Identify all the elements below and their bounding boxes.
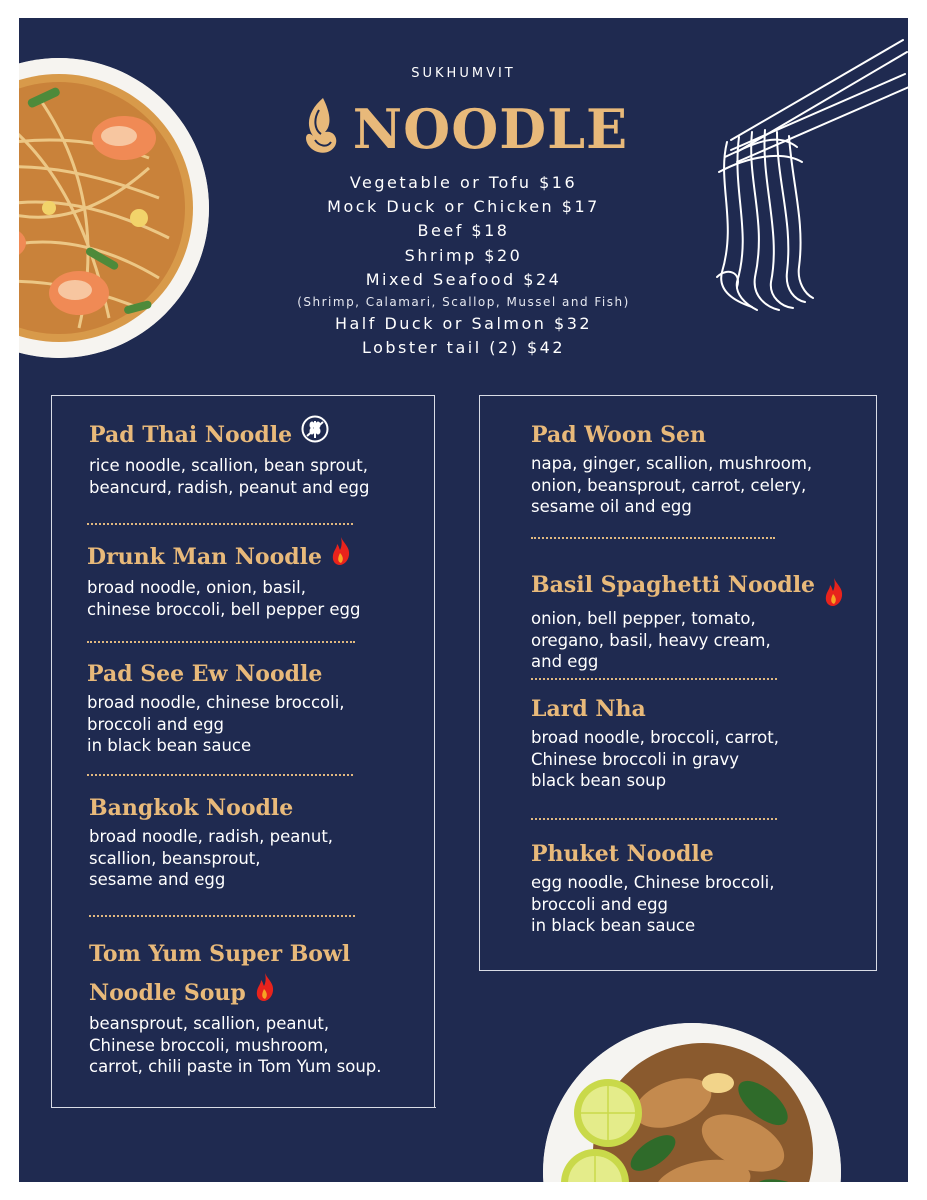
thai-ornament-icon xyxy=(299,96,339,162)
menu-item xyxy=(531,417,812,518)
menu-item xyxy=(531,691,779,792)
price-note: (Shrimp, Calamari, Scallop, Mussel and Fish) xyxy=(297,295,630,310)
left-box-top-border xyxy=(51,395,435,396)
menu-item xyxy=(87,656,345,757)
price-line: Shrimp $20 xyxy=(404,245,523,265)
item-name xyxy=(89,790,333,826)
spicy-icon xyxy=(330,536,352,577)
item-title: Basil Spaghetti Noodle xyxy=(531,571,816,598)
menu-page xyxy=(19,18,908,1182)
item-name xyxy=(531,836,775,872)
menu-item xyxy=(531,551,845,673)
item-description: beansprout, scallion, peanut, Chinese broccoli, mushroom, carrot, chili paste in Tom Yum soup. xyxy=(89,1014,382,1076)
divider xyxy=(87,523,353,525)
divider xyxy=(87,641,355,643)
divider xyxy=(531,537,775,539)
item-description: broad noodle, radish, peanut, scallion, beansprout, sesame and egg xyxy=(89,827,334,889)
divider xyxy=(89,915,355,917)
menu-item xyxy=(87,536,361,620)
gluten-free-icon xyxy=(300,414,330,455)
price-list xyxy=(19,171,908,360)
price-line: Mock Duck or Chicken $17 xyxy=(327,197,600,217)
item-description: broad noodle, chinese broccoli, broccoli and egg in black bean sauce xyxy=(87,693,345,755)
menu-item xyxy=(531,836,775,937)
price-line: Vegetable or Tofu $16 xyxy=(349,173,578,192)
item-name xyxy=(531,417,812,453)
item-title: Phuket Noodle xyxy=(531,841,714,867)
item-name xyxy=(89,972,382,1013)
menu-item xyxy=(89,790,333,891)
page-title: NOODLE xyxy=(352,97,629,161)
item-description: broad noodle, onion, basil, chinese broccoli, bell pepper egg xyxy=(87,578,361,619)
item-description: onion, bell pepper, tomato, oregano, basil, heavy cream, and egg xyxy=(531,609,771,671)
item-description: broad noodle, broccoli, carrot, Chinese broccoli in gravy black bean soup xyxy=(531,728,779,790)
divider xyxy=(531,678,777,680)
item-name xyxy=(89,936,382,972)
item-name xyxy=(87,536,361,577)
price-line: Lobster tail (2) $42 xyxy=(361,338,566,358)
price-line: Half Duck or Salmon $32 xyxy=(334,314,593,334)
item-title: Noodle Soup xyxy=(89,979,246,1006)
price-line: Mixed Seafood $24 xyxy=(365,269,562,289)
item-title: Drunk Man Noodle xyxy=(87,543,323,570)
menu-item xyxy=(89,414,369,498)
item-description: napa, ginger, scallion, mushroom, onion, beansprout, carrot, celery, sesame oil and egg xyxy=(531,454,813,516)
item-description: rice noodle, scallion, bean sprout, beancurd, radish, peanut and egg xyxy=(89,456,370,497)
restaurant-brand: SUKHUMVIT xyxy=(411,66,516,81)
item-name xyxy=(89,414,369,455)
menu-item xyxy=(89,936,382,1078)
item-description: egg noodle, Chinese broccoli, broccoli and egg in black bean sauce xyxy=(531,873,775,935)
item-title: Lard Nha xyxy=(531,696,646,722)
spicy-icon xyxy=(823,577,845,618)
item-title: Pad Woon Sen xyxy=(531,422,707,448)
item-name xyxy=(531,691,779,727)
pad-see-ew-photo xyxy=(543,1023,841,1182)
item-title: Bangkok Noodle xyxy=(89,795,294,821)
title-row xyxy=(19,96,908,162)
spicy-icon xyxy=(254,972,276,1013)
divider xyxy=(531,818,777,820)
item-name xyxy=(87,656,345,692)
item-title: Pad See Ew Noodle xyxy=(87,661,323,687)
divider xyxy=(87,774,353,776)
item-title: Pad Thai Noodle xyxy=(89,421,293,448)
item-title: Tom Yum Super Bowl xyxy=(89,941,351,967)
left-box-right-border xyxy=(434,395,435,1108)
price-line: Beef $18 xyxy=(417,221,510,241)
